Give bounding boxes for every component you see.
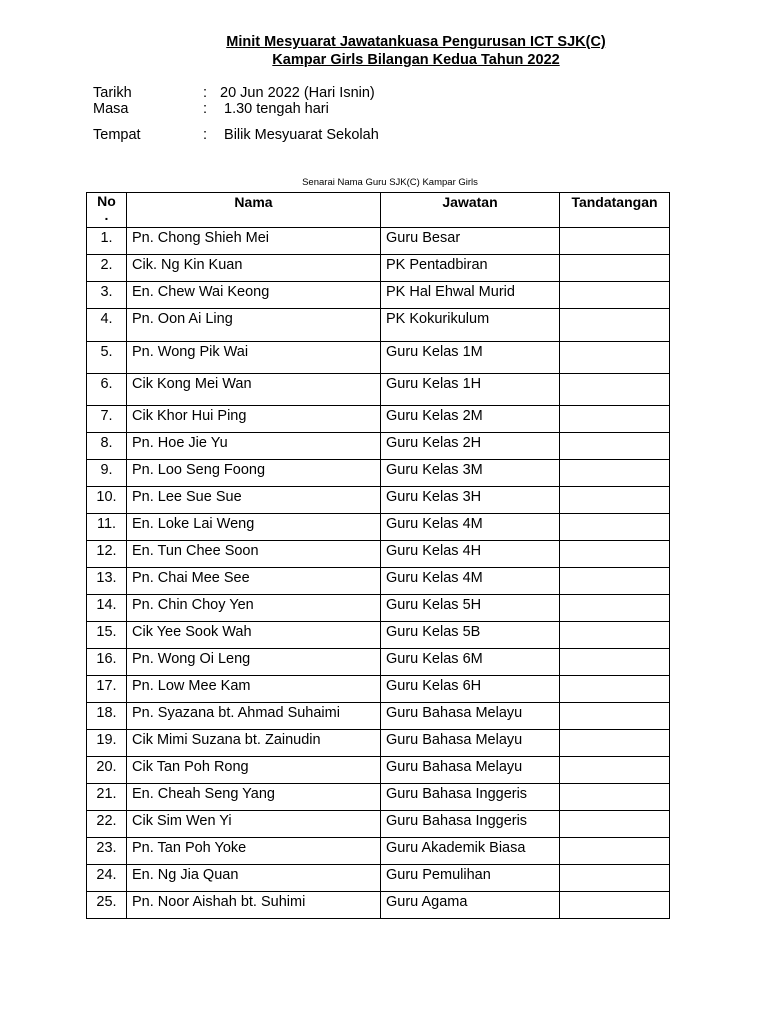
table-row <box>87 282 670 309</box>
table-row <box>87 568 670 595</box>
row-number: 1. <box>87 228 127 255</box>
signature-cell <box>560 595 670 622</box>
table-header-row <box>87 193 670 228</box>
teacher-position: Guru Kelas 4M <box>381 568 560 595</box>
signature-cell <box>560 838 670 865</box>
table-caption-text: Senarai Nama Guru SJK(C) Kampar Girls <box>302 177 478 188</box>
table-row <box>87 757 670 784</box>
teacher-position: Guru Kelas 1H <box>381 374 560 406</box>
teacher-name: Cik Mimi Suzana bt. Zainudin <box>127 730 381 757</box>
signature-cell <box>560 730 670 757</box>
teacher-name: Pn. Loo Seng Foong <box>127 460 381 487</box>
teacher-position: Guru Kelas 6M <box>381 649 560 676</box>
table-row <box>87 406 670 433</box>
teacher-name: Pn. Noor Aishah bt. Suhimi <box>127 892 381 919</box>
signature-cell <box>560 342 670 374</box>
meta-place <box>93 127 379 144</box>
row-number: 4. <box>87 309 127 342</box>
teacher-position: Guru Kelas 5H <box>381 595 560 622</box>
header-no-line2: . <box>104 207 109 223</box>
row-number: 9. <box>87 460 127 487</box>
teacher-position: PK Kokurikulum <box>381 309 560 342</box>
meta-time-label: Masa <box>93 101 129 117</box>
header-nama: Nama <box>127 193 381 228</box>
teacher-name: Pn. Chai Mee See <box>127 568 381 595</box>
header-tandatangan: Tandatangan <box>560 193 670 228</box>
signature-cell <box>560 676 670 703</box>
signature-cell <box>560 228 670 255</box>
row-number: 23. <box>87 838 127 865</box>
table-row <box>87 649 670 676</box>
teacher-position: Guru Akademik Biasa <box>381 838 560 865</box>
row-number: 3. <box>87 282 127 309</box>
row-number: 24. <box>87 865 127 892</box>
row-number: 5. <box>87 342 127 374</box>
teacher-name: Cik. Ng Kin Kuan <box>127 255 381 282</box>
title-line-2: Kampar Girls Bilangan Kedua Tahun 2022 <box>272 52 560 68</box>
title-line-1: Minit Mesyuarat Jawatankuasa Pengurusan ICT SJK(C) <box>226 34 606 50</box>
teacher-position: Guru Kelas 2H <box>381 433 560 460</box>
meta-time-value: 1.30 tengah hari <box>220 101 329 117</box>
signature-cell <box>560 433 670 460</box>
row-number: 7. <box>87 406 127 433</box>
teacher-position: Guru Pemulihan <box>381 865 560 892</box>
teacher-position: Guru Besar <box>381 228 560 255</box>
teacher-name: Pn. Syazana bt. Ahmad Suhaimi <box>127 703 381 730</box>
teacher-name: Pn. Chong Shieh Mei <box>127 228 381 255</box>
row-number: 6. <box>87 374 127 406</box>
teacher-name: Pn. Wong Oi Leng <box>127 649 381 676</box>
teacher-name: Pn. Hoe Jie Yu <box>127 433 381 460</box>
signature-cell <box>560 255 670 282</box>
meta-place-colon: : <box>203 127 208 143</box>
meta-place-value: Bilik Mesyuarat Sekolah <box>220 127 379 143</box>
teacher-position: Guru Bahasa Melayu <box>381 757 560 784</box>
meta-date <box>93 85 375 102</box>
row-number: 10. <box>87 487 127 514</box>
signature-cell <box>560 865 670 892</box>
signature-cell <box>560 487 670 514</box>
table-row <box>87 838 670 865</box>
teacher-name: Cik Kong Mei Wan <box>127 374 381 406</box>
signature-cell <box>560 757 670 784</box>
table-row <box>87 811 670 838</box>
table-row <box>87 730 670 757</box>
teacher-name: Pn. Low Mee Kam <box>127 676 381 703</box>
row-number: 16. <box>87 649 127 676</box>
table-row <box>87 433 670 460</box>
table-row <box>87 255 670 282</box>
teacher-position: Guru Bahasa Melayu <box>381 703 560 730</box>
teacher-name: En. Tun Chee Soon <box>127 541 381 568</box>
teacher-list-table <box>86 192 670 919</box>
teacher-position: Guru Kelas 3M <box>381 460 560 487</box>
table-caption <box>0 177 768 188</box>
teacher-position: Guru Kelas 5B <box>381 622 560 649</box>
teacher-name: Cik Khor Hui Ping <box>127 406 381 433</box>
meta-place-label: Tempat <box>93 127 141 143</box>
table-row <box>87 595 670 622</box>
row-number: 14. <box>87 595 127 622</box>
table-row <box>87 541 670 568</box>
row-number: 18. <box>87 703 127 730</box>
teacher-name: En. Ng Jia Quan <box>127 865 381 892</box>
header-jawatan: Jawatan <box>381 193 560 228</box>
teacher-name: Cik Sim Wen Yi <box>127 811 381 838</box>
meta-date-label: Tarikh <box>93 85 132 101</box>
meta-date-colon: : <box>203 85 208 101</box>
table-row <box>87 342 670 374</box>
signature-cell <box>560 309 670 342</box>
table-body <box>87 228 670 919</box>
teacher-name: Pn. Chin Choy Yen <box>127 595 381 622</box>
signature-cell <box>560 892 670 919</box>
teacher-position: Guru Bahasa Melayu <box>381 730 560 757</box>
row-number: 20. <box>87 757 127 784</box>
teacher-position: Guru Bahasa Inggeris <box>381 784 560 811</box>
teacher-position: Guru Agama <box>381 892 560 919</box>
table-row <box>87 622 670 649</box>
teacher-position: PK Hal Ehwal Murid <box>381 282 560 309</box>
row-number: 2. <box>87 255 127 282</box>
row-number: 17. <box>87 676 127 703</box>
teacher-name: En. Cheah Seng Yang <box>127 784 381 811</box>
row-number: 25. <box>87 892 127 919</box>
signature-cell <box>560 282 670 309</box>
teacher-name: Cik Yee Sook Wah <box>127 622 381 649</box>
row-number: 12. <box>87 541 127 568</box>
teacher-name: Pn. Lee Sue Sue <box>127 487 381 514</box>
teacher-position: Guru Kelas 3H <box>381 487 560 514</box>
document-title <box>0 33 768 69</box>
table-row <box>87 703 670 730</box>
signature-cell <box>560 460 670 487</box>
signature-cell <box>560 514 670 541</box>
row-number: 21. <box>87 784 127 811</box>
table-row <box>87 487 670 514</box>
teacher-name: Pn. Wong Pik Wai <box>127 342 381 374</box>
teacher-name: Cik Tan Poh Rong <box>127 757 381 784</box>
table-row <box>87 865 670 892</box>
teacher-name: Pn. Oon Ai Ling <box>127 309 381 342</box>
teacher-position: Guru Kelas 4H <box>381 541 560 568</box>
teacher-position: Guru Kelas 1M <box>381 342 560 374</box>
teacher-position: Guru Bahasa Inggeris <box>381 811 560 838</box>
row-number: 11. <box>87 514 127 541</box>
teacher-name: Pn. Tan Poh Yoke <box>127 838 381 865</box>
signature-cell <box>560 541 670 568</box>
signature-cell <box>560 622 670 649</box>
row-number: 8. <box>87 433 127 460</box>
meta-date-value: 20 Jun 2022 (Hari Isnin) <box>220 85 375 101</box>
teacher-name: En. Chew Wai Keong <box>127 282 381 309</box>
row-number: 13. <box>87 568 127 595</box>
signature-cell <box>560 784 670 811</box>
teacher-position: PK Pentadbiran <box>381 255 560 282</box>
signature-cell <box>560 568 670 595</box>
teacher-position: Guru Kelas 2M <box>381 406 560 433</box>
teacher-name: En. Loke Lai Weng <box>127 514 381 541</box>
signature-cell <box>560 406 670 433</box>
row-number: 19. <box>87 730 127 757</box>
table-row <box>87 784 670 811</box>
row-number: 15. <box>87 622 127 649</box>
table-row <box>87 514 670 541</box>
signature-cell <box>560 374 670 406</box>
header-no <box>87 193 127 228</box>
row-number: 22. <box>87 811 127 838</box>
header-no-line1: No <box>97 193 116 209</box>
signature-cell <box>560 811 670 838</box>
signature-cell <box>560 649 670 676</box>
table-row <box>87 374 670 406</box>
teacher-position: Guru Kelas 4M <box>381 514 560 541</box>
teacher-position: Guru Kelas 6H <box>381 676 560 703</box>
signature-cell <box>560 703 670 730</box>
table-row <box>87 309 670 342</box>
table-row <box>87 460 670 487</box>
table-row <box>87 228 670 255</box>
meta-time-colon: : <box>203 101 208 117</box>
table-row <box>87 676 670 703</box>
meta-time <box>93 101 329 118</box>
table-row <box>87 892 670 919</box>
